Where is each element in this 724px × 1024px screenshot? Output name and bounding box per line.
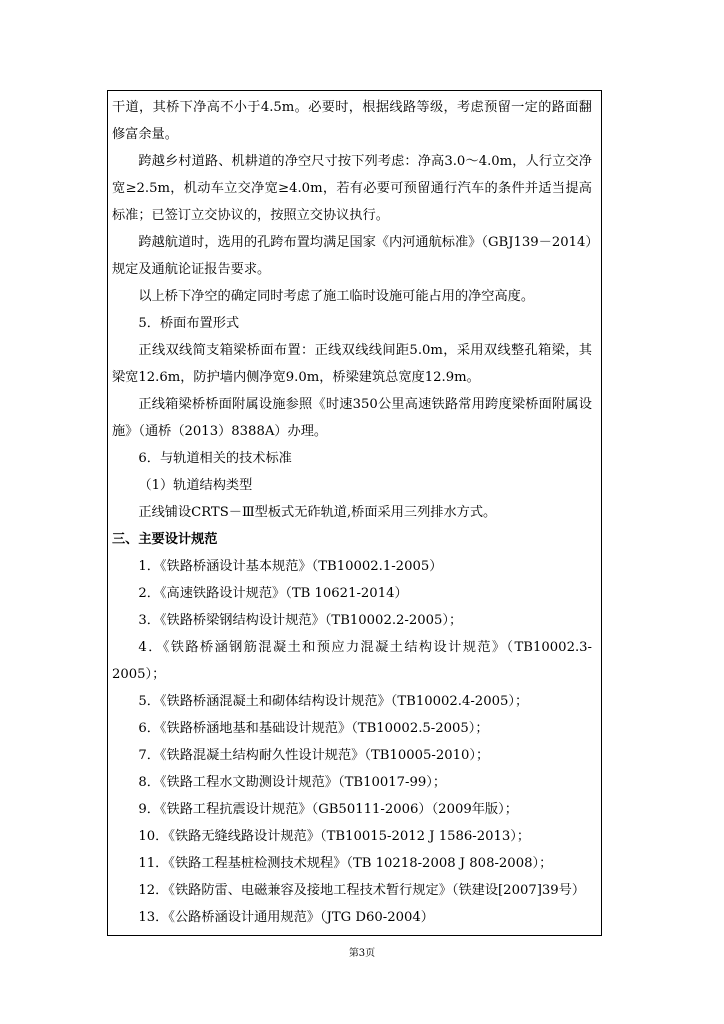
- paragraph: 跨越航道时，选用的孔跨布置均满足国家《内河通航标准》（GBJ139－2014）规定及通航论证报告要求。: [112, 235, 592, 277]
- document-body: [112, 94, 592, 931]
- page-number: 第3页: [348, 948, 376, 959]
- spec-item: 4．《铁路桥涵钢筋混凝土和预应力混凝土结构设计规范》（TB10002.3-2005）；: [112, 640, 592, 682]
- spec-item: 6．《铁路桥涵地基和基础设计规范》（TB10002.5-2005）；: [138, 721, 489, 736]
- paragraph: 正线铺设CRTS－Ⅲ型板式无砟轨道,桥面采用三列排水方式。: [138, 505, 497, 520]
- subsection-heading: （1）轨道结构类型: [138, 478, 253, 493]
- paragraph: 跨越乡村道路、机耕道的净空尺寸按下列考虑：净高3.0～4.0m，人行立交净宽≥2.5m，机动车立交净宽≥4.0m，若有必要可预留通行汽车的条件并适当提高标准；已签订立交协议的，按照立交协议执行。: [112, 154, 592, 223]
- spec-item: 8．《铁路工程水文勘测设计规范》（TB10017-99）；: [138, 775, 447, 790]
- section-heading: 三、主要设计规范: [112, 532, 218, 547]
- paragraph: 干道，其桥下净高不小于4.5m。必要时，根据线路等级，考虑预留一定的路面翻修富余量。: [112, 100, 592, 142]
- subsection-heading: 5．桥面布置形式: [138, 316, 240, 331]
- spec-item: 7．《铁路混凝土结构耐久性设计规范》（TB10005-2010）；: [138, 748, 490, 763]
- paragraph: 正线双线简支箱梁桥面布置：正线双线线间距5.0m，采用双线整孔箱梁，其梁宽12.6m，防护墙内侧净宽9.0m，桥梁建筑总宽度12.9m。: [112, 343, 592, 385]
- spec-item: 1．《铁路桥涵设计基本规范》（TB10002.1-2005）: [138, 559, 443, 574]
- spec-item: 13．《公路桥涵设计通用规范》（JTG D60-2004）: [138, 910, 434, 925]
- spec-item: 3．《铁路桥梁钢结构设计规范》（TB10002.2-2005）；: [138, 613, 463, 628]
- spec-item: 2．《高速铁路设计规范》（TB 10621-2014）: [138, 586, 408, 601]
- spec-item: 10．《铁路无缝线路设计规范》（TB10015-2012 J 1586-2013）；: [138, 829, 531, 844]
- spec-item: 11．《铁路工程基桩检测技术规程》（TB 10218-2008 J 808-2008）；: [138, 856, 553, 871]
- paragraph: 以上桥下净空的确定同时考虑了施工临时设施可能占用的净空高度。: [138, 289, 535, 304]
- paragraph: 正线箱梁桥桥面附属设施参照《时速350公里高速铁路常用跨度梁桥面附属设施》（通桥（2013）8388A）办理。: [112, 397, 592, 439]
- spec-item: 9．《铁路工程抗震设计规范》（GB50111-2006）（2009年版）；: [138, 802, 518, 817]
- spec-item: 12．《铁路防雷、电磁兼容及接地工程技术暂行规定》（铁建设[2007]39号）: [138, 883, 586, 898]
- spec-item: 5．《铁路桥涵混凝土和砌体结构设计规范》（TB10002.4-2005）；: [138, 694, 529, 709]
- subsection-heading: 6．与轨道相关的技术标准: [138, 451, 292, 466]
